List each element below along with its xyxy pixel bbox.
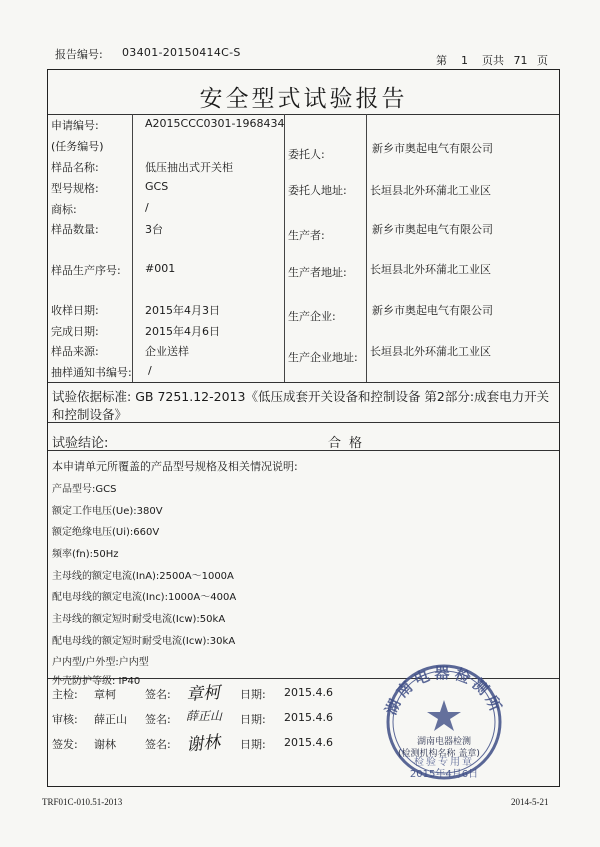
inspector-sign-label: 签名: xyxy=(145,688,171,701)
coverage-heading: 本申请单元所覆盖的产品型号规格及相关情况说明: xyxy=(52,460,298,473)
coverage-line: 产品型号:GCS xyxy=(52,484,117,495)
sample-source-value: 企业送样 xyxy=(145,345,189,358)
coverage-line: 额定工作电压(Ue):380V xyxy=(52,506,163,517)
report-number: 03401-20150414C-S xyxy=(122,46,241,59)
page-current: 1 xyxy=(461,54,468,67)
producer-value: 新乡市奥起电气有限公司 xyxy=(372,223,493,236)
inspector-date-label: 日期: xyxy=(240,688,266,701)
reviewer-role: 审核: xyxy=(52,713,78,726)
approver-role: 签发: xyxy=(52,738,78,751)
sampling-notice-label: 抽样通知书编号: xyxy=(51,366,132,379)
page-mid: 页共 xyxy=(482,54,504,67)
task-no-label: (任务编号) xyxy=(51,140,104,153)
coverage-line: 主母线的额定短时耐受电流(Icw):50kA xyxy=(52,614,226,625)
serial-no-value: #001 xyxy=(145,262,176,275)
model-value: GCS xyxy=(145,180,169,193)
inspector-signature: 章柯 xyxy=(185,682,221,706)
completed-date-label: 完成日期: xyxy=(51,325,99,338)
coverage-line: 配电母线的额定电流(Inc):1000A～400A xyxy=(52,592,237,603)
coverage-line: 频率(fn):50Hz xyxy=(52,549,119,560)
producer-address-label: 生产者地址: xyxy=(288,266,347,279)
seal-star-icon xyxy=(427,700,461,731)
producer-label: 生产者: xyxy=(288,229,325,242)
client-value: 新乡市奥起电气有限公司 xyxy=(372,142,493,155)
approver-date-label: 日期: xyxy=(240,738,266,751)
test-standard-text: GB 7251.12-2013《低压成套开关设备和控制设备 第2部分:成套电力开关和控制设备》 xyxy=(52,389,550,422)
seal-ring-text: 湖南电器检测所 xyxy=(381,664,507,718)
sample-name-value: 低压抽出式开关柜 xyxy=(145,161,233,174)
test-standard-label: 试验依据标准: xyxy=(52,389,132,404)
reviewer-date: 2015.4.6 xyxy=(284,711,333,724)
inspector-date: 2015.4.6 xyxy=(284,686,333,699)
approver-date: 2015.4.6 xyxy=(284,736,333,749)
page-suffix: 页 xyxy=(537,54,548,67)
coverage-line: 配电母线的额定短时耐受电流(Icw):30kA xyxy=(52,636,236,647)
inspector-name: 章柯 xyxy=(94,688,116,701)
client-label: 委托人: xyxy=(288,148,325,161)
sample-source-label: 样品来源: xyxy=(51,345,99,358)
application-no-value: A2015CCC0301-1968434 xyxy=(145,117,285,130)
reviewer-name: 薛正山 xyxy=(94,713,127,726)
coverage-line: 额定绝缘电压(Ui):660V xyxy=(52,527,160,538)
approver-signature: 谢林 xyxy=(185,732,222,756)
rule-under-title xyxy=(48,114,559,115)
sample-name-label: 样品名称: xyxy=(51,161,99,174)
client-address-value: 长垣县北外环蒲北工业区 xyxy=(370,184,491,197)
trademark-label: 商标: xyxy=(51,203,77,216)
received-date-value: 2015年4月3日 xyxy=(145,304,220,317)
page-title: 安全型式试验报告 xyxy=(199,86,408,112)
model-label: 型号规格: xyxy=(51,182,99,195)
manufacturer-address-value: 长垣县北外环蒲北工业区 xyxy=(370,345,491,358)
middle-divider xyxy=(284,114,285,382)
serial-no-label: 样品生产序号: xyxy=(51,264,121,277)
client-address-label: 委托人地址: xyxy=(288,184,347,197)
approver-sign-label: 签名: xyxy=(145,738,171,751)
reviewer-sign-label: 签名: xyxy=(145,713,171,726)
form-date: 2014-5-21 xyxy=(511,797,549,807)
page-total: 71 xyxy=(513,54,528,67)
producer-address-value: 长垣县北外环蒲北工业区 xyxy=(370,263,491,276)
manufacturer-label: 生产企业: xyxy=(288,310,336,323)
form-code: TRF01C-010.51-2013 xyxy=(42,797,123,807)
application-no-label: 申请编号: xyxy=(51,119,99,132)
completed-date-value: 2015年4月6日 xyxy=(145,325,220,338)
coverage-line: 主母线的额定电流(InA):2500A～1000A xyxy=(52,571,234,582)
coverage-line: 外壳防护等级: IP40 xyxy=(52,676,141,687)
seal-date: 2015年4月6日 xyxy=(409,769,479,780)
coverage-line: 户内型/户外型:户内型 xyxy=(52,657,149,668)
trademark-value: / xyxy=(145,201,149,214)
sample-qty-label: 样品数量: xyxy=(51,223,99,236)
manufacturer-address-label: 生产企业地址: xyxy=(288,351,358,364)
inspection-seal xyxy=(354,652,530,782)
seal-bottom-text: 检验专用章 xyxy=(414,757,474,768)
rule-above-coverage xyxy=(48,450,559,451)
reviewer-date-label: 日期: xyxy=(240,713,266,726)
received-date-label: 收样日期: xyxy=(51,304,99,317)
manufacturer-value: 新乡市奥起电气有限公司 xyxy=(372,304,493,317)
seal-label-text: (检测机构名称 盖章) xyxy=(398,749,480,759)
inspector-role: 主检: xyxy=(52,688,78,701)
seal-center-text: 湖南电器检测 xyxy=(416,737,472,747)
report-number-label: 报告编号: xyxy=(55,48,103,61)
left-label-divider xyxy=(132,114,133,382)
approver-name: 谢林 xyxy=(94,738,116,751)
conclusion-label: 试验结论: xyxy=(52,436,109,451)
rule-above-standard xyxy=(48,382,559,383)
page-prefix: 第 xyxy=(436,54,447,67)
test-standard xyxy=(52,388,557,424)
reviewer-signature: 薛正山 xyxy=(186,709,223,723)
page-indicator xyxy=(436,52,548,68)
sample-qty-value: 3台 xyxy=(145,223,163,236)
sampling-notice-value: / xyxy=(148,364,152,377)
right-label-divider xyxy=(366,114,367,382)
conclusion-value: 合格 xyxy=(328,436,371,451)
